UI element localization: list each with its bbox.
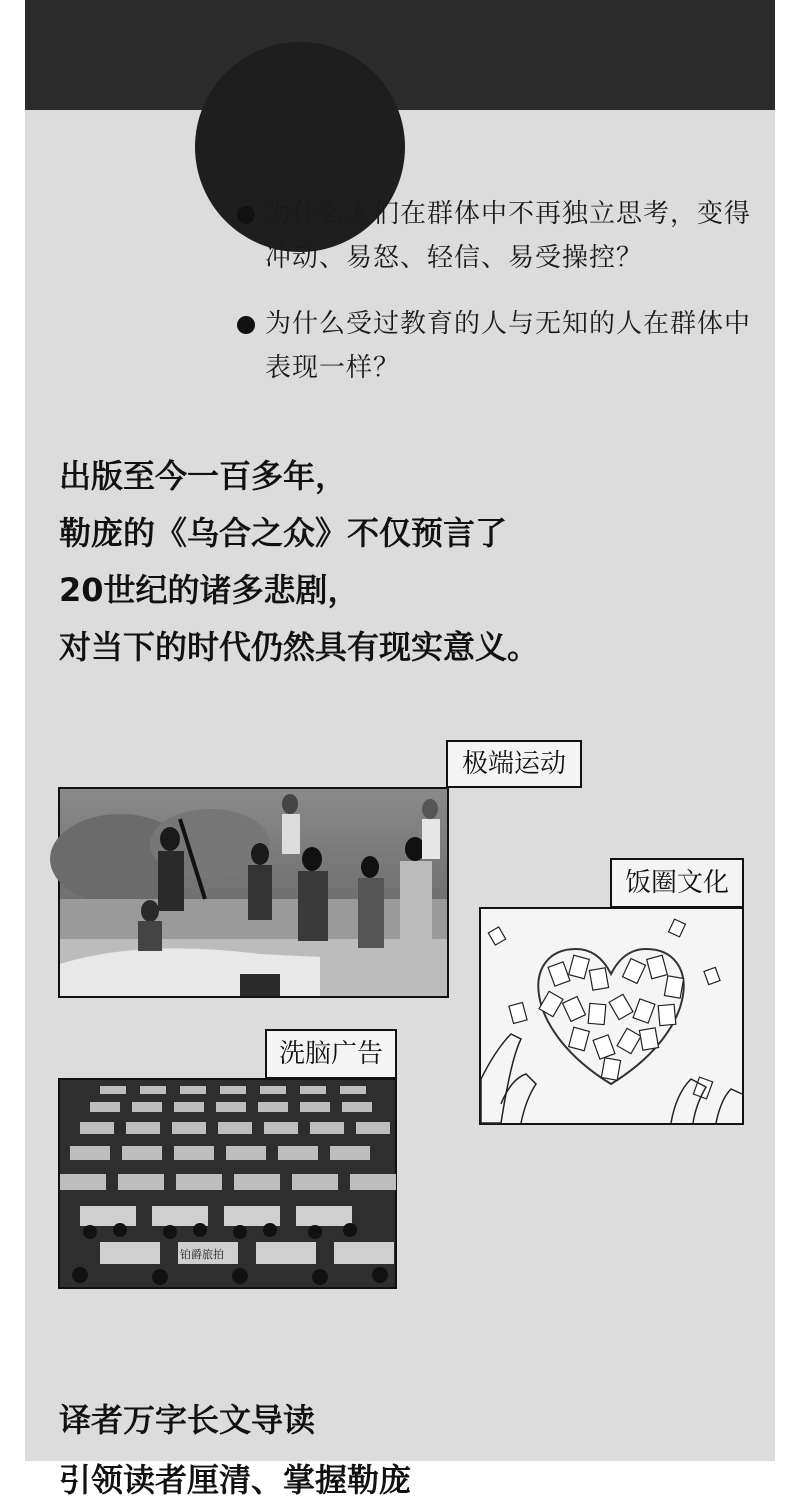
bullet-dot-icon: [237, 316, 255, 334]
fandom-illustration: [479, 907, 744, 1125]
fandom-label-text: 饭圈文化: [624, 868, 729, 898]
fandom-illustration-image: [481, 909, 742, 1123]
content-panel: [25, 0, 775, 1499]
brainwash-photo: [58, 1078, 397, 1289]
fandom-label: [610, 858, 744, 908]
question-list: [235, 192, 755, 412]
headline: [59, 448, 749, 676]
top-banner: [25, 0, 775, 110]
question-text: 为什么人们在群体中不再独立思考，变得冲动、易怒、轻信、易受操控？: [265, 199, 752, 273]
question-item: [235, 192, 755, 280]
headline-line: 对当下的时代仍然具有现实意义。: [59, 628, 540, 666]
brainwash-photo-image: [60, 1080, 395, 1287]
sign-text: 铂爵旅拍: [180, 1248, 224, 1261]
bottom-line: 译者万字长文导读: [59, 1401, 316, 1439]
bottom-line: 引领读者厘清、掌握勒庞: [59, 1461, 412, 1499]
bullet-dot-icon: [237, 206, 255, 224]
headline-line: 勒庞的《乌合之众》不仅预言了: [59, 514, 508, 552]
question-item: [235, 302, 755, 390]
brainwash-label: [265, 1029, 397, 1079]
extremism-label-text: 极端运动: [461, 749, 566, 779]
headline-line: 20世纪的诸多悲剧，: [59, 571, 360, 609]
extremism-label: [446, 740, 582, 788]
extremism-photo-image: [60, 789, 447, 996]
brainwash-label-text: 洗脑广告: [278, 1039, 383, 1069]
extremism-photo: [58, 787, 449, 998]
bottom-section: [59, 1390, 749, 1510]
question-text: 为什么受过教育的人与无知的人在群体中表现一样？: [265, 309, 752, 383]
headline-line: 出版至今一百多年，: [59, 457, 348, 495]
